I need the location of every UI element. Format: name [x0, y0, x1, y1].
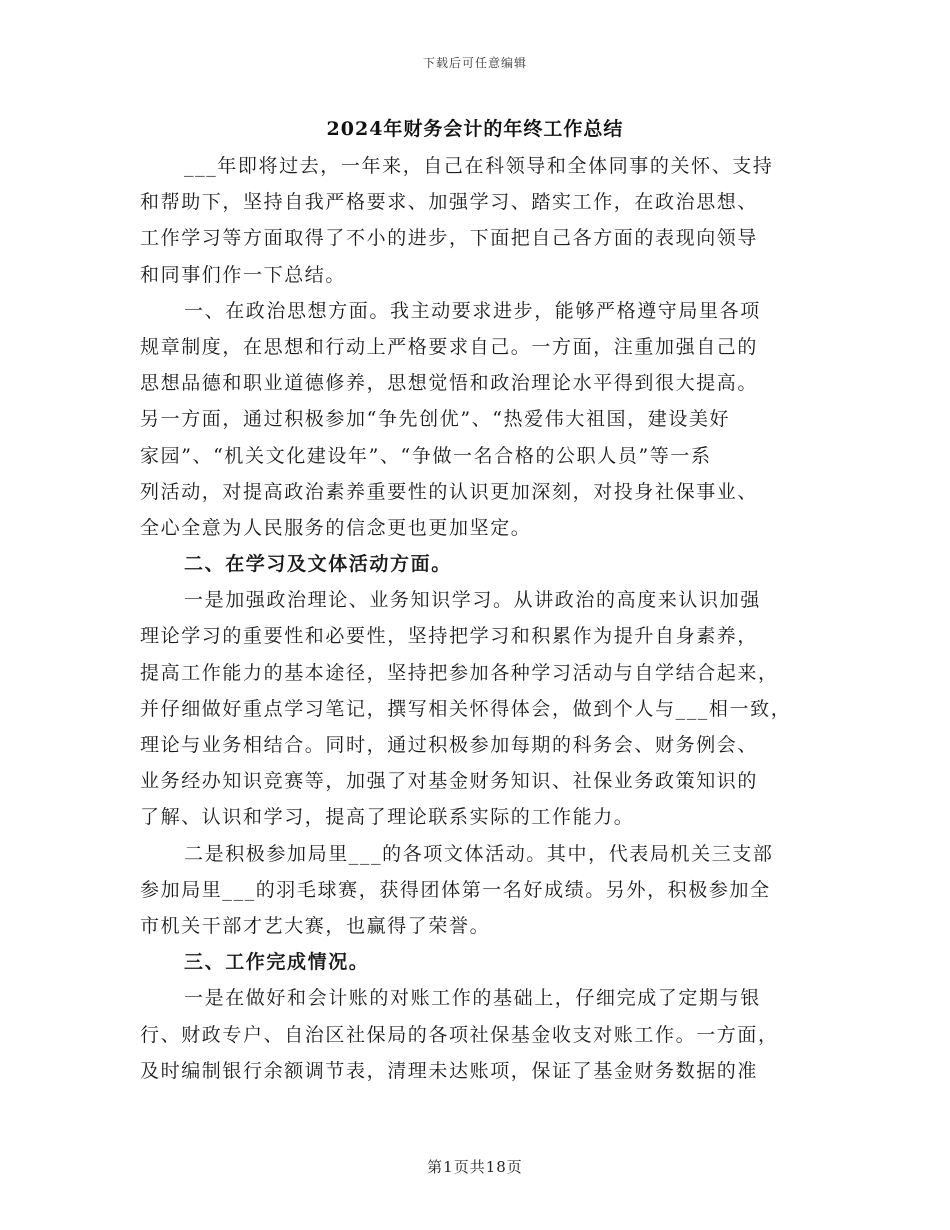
paragraph-line: 参加局里___的羽毛球赛，获得团体第一名好成绩。另外，积极参加全: [140, 878, 771, 901]
paragraph-line: 行、财政专户、自治区社保局的各项社保基金收支对账工作。一方面，: [140, 1023, 779, 1046]
paragraph-line: 及时编制银行余额调节表，清理未达账项，保证了基金财务数据的准: [140, 1059, 759, 1082]
paragraph-line: 理论学习的重要性和必要性，坚持把学习和积累作为提升自身素养，: [140, 625, 759, 648]
paragraph-line: 二是积极参加局里___的各项文体活动。其中，代表局机关三支部: [184, 842, 774, 865]
paragraph-line: 提高工作能力的基本途径，坚持把参加各种学习活动与自学结合起来，: [140, 661, 779, 684]
paragraph-line: 工作学习等方面取得了不小的进步，下面把自己各方面的表现向领导: [140, 227, 759, 250]
paragraph-line: 规章制度，在思想和行动上严格要求自己。一方面，注重加强自己的: [140, 335, 759, 358]
paragraph-line: 了解、认识和学习，提高了理论联系实际的工作能力。: [140, 806, 635, 829]
paragraph-line: 家园”、“机关文化建设年”、“争做一名合格的公职人员”等一系: [140, 444, 712, 467]
paragraph-line: 一是在做好和会计账的对账工作的基础上，仔细完成了定期与银: [184, 987, 761, 1010]
document-title: 2024年财务会计的年终工作总结: [326, 118, 624, 140]
section-heading: 三、工作完成情况。: [184, 951, 370, 974]
document-body: [140, 148, 818, 1089]
paragraph-line: 列活动，对提高政治素养重要性的认识更加深刻，对投身社保事业、: [140, 480, 759, 503]
paragraph-line: 市机关干部才艺大赛，也赢得了荣誉。: [140, 914, 491, 937]
header-note: 下载后可任意编辑: [422, 56, 527, 70]
paragraph-line: 理论与业务相结合。同时，通过积极参加每期的科务会、财务例会、: [140, 734, 759, 756]
paragraph-line: 另一方面，通过积极参加“争先创优”、“热爱伟大祖国，建设美好: [140, 408, 731, 431]
page-number-footer: 第1页共18页: [427, 1158, 523, 1176]
paragraph-line: 和同事们作一下总结。: [140, 263, 347, 286]
paragraph-line: 一是加强政治理论、业务知识学习。从讲政治的高度来认识加强: [184, 589, 761, 612]
paragraph-line: 思想品德和职业道德修养，思想觉悟和政治理论水平得到很大提高。: [140, 372, 759, 395]
section-heading: 二、在学习及文体活动方面。: [184, 553, 452, 576]
paragraph-line: 并仔细做好重点学习笔记，撰写相关怀得体会，做到个人与___相一致，: [140, 697, 792, 720]
paragraph-line: 全心全意为人民服务的信念更也更加坚定。: [140, 516, 532, 539]
paragraph-line: 和帮助下，坚持自我严格要求、加强学习、踏实工作，在政治思想、: [140, 191, 759, 214]
paragraph-line: 业务经办知识竞赛等，加强了对基金财务知识、社保业务政策知识的: [140, 770, 759, 793]
paragraph-line: 一、在政治思想方面。我主动要求进步，能够严格遵守局里各项: [184, 299, 761, 322]
paragraph-line: ___年即将过去，一年来，自己在科领导和全体同事的关怀、支持: [184, 155, 774, 177]
